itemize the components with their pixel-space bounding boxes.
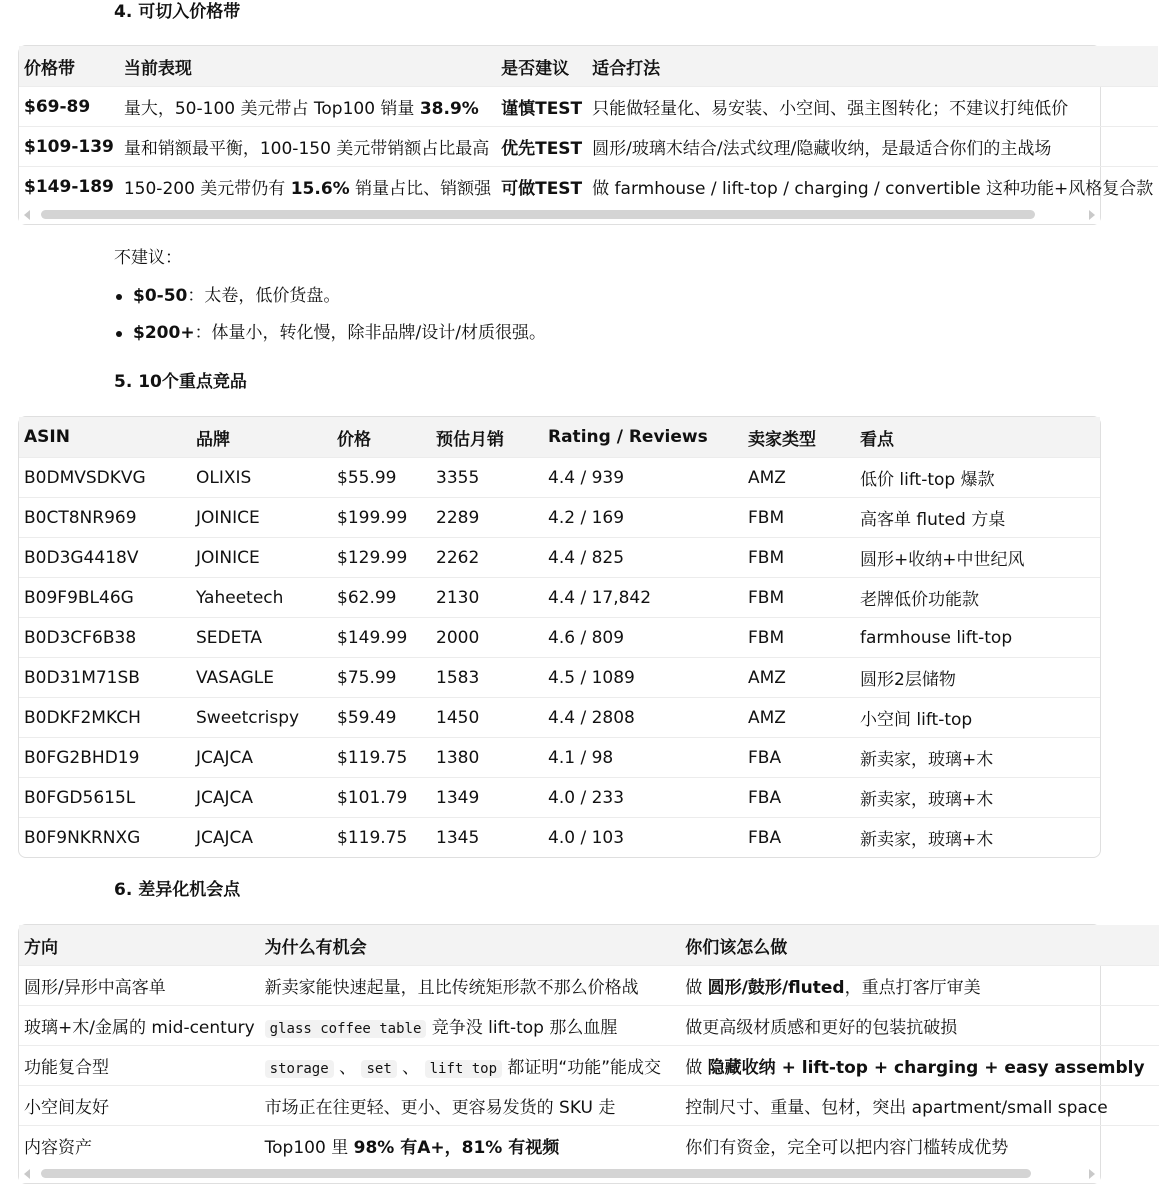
direction-cell: 圆形/异形中高客单 (19, 966, 260, 1006)
table-row (19, 87, 1158, 127)
reason-cell: storage 、 set 、 lift top 都证明“功能”能成交 (260, 1046, 681, 1086)
column-header: 品牌 (191, 417, 332, 458)
seller-type-cell: FBM (743, 498, 855, 538)
seller-type-cell: AMZ (743, 698, 855, 738)
column-header: 为什么有机会 (260, 925, 681, 966)
highlight-cell: farmhouse lift-top (855, 618, 1100, 658)
seller-type-cell: AMZ (743, 658, 855, 698)
column-header: 卖家类型 (743, 417, 855, 458)
price-cell: $119.75 (332, 738, 431, 778)
column-header: 你们该怎么做 (680, 925, 1159, 966)
highlight-cell: 新卖家，玻璃+木 (855, 818, 1100, 858)
brand-cell: JCAJCA (191, 778, 332, 818)
reason-cell: 新卖家能快速起量，且比传统矩形款不那么价格战 (260, 966, 681, 1006)
scroll-right-arrow-icon[interactable] (1089, 1169, 1095, 1179)
column-header: 价格带 (19, 46, 119, 87)
not-recommended-label: 不建议： (114, 248, 182, 268)
highlight-cell: 低价 lift-top 爆款 (855, 458, 1100, 498)
column-header: 是否建议 (496, 46, 587, 87)
inline-code: glass coffee table (265, 1020, 427, 1038)
column-header: 价格 (332, 417, 431, 458)
monthly-sales-cell: 3355 (431, 458, 543, 498)
advice-cell: 优先TEST (496, 127, 587, 167)
table-row (19, 966, 1159, 1006)
asin-cell: B0D3CF6B38 (19, 618, 191, 658)
table-row (19, 818, 1100, 858)
price-cell: $59.49 (332, 698, 431, 738)
price-band-cell: $109-139 (19, 127, 119, 167)
advice-cell: 谨慎TEST (496, 87, 587, 127)
highlight-cell: 新卖家，玻璃+木 (855, 778, 1100, 818)
monthly-sales-cell: 1380 (431, 738, 543, 778)
rating-reviews-cell: 4.4 / 939 (543, 458, 743, 498)
monthly-sales-cell: 1450 (431, 698, 543, 738)
brand-cell: JOINICE (191, 538, 332, 578)
rating-reviews-cell: 4.1 / 98 (543, 738, 743, 778)
seller-type-cell: FBM (743, 618, 855, 658)
scrollbar-thumb[interactable] (41, 1169, 1031, 1178)
price-cell: $199.99 (332, 498, 431, 538)
table-row (19, 658, 1100, 698)
monthly-sales-cell: 1583 (431, 658, 543, 698)
table-row (19, 1006, 1159, 1046)
rating-reviews-cell: 4.0 / 233 (543, 778, 743, 818)
action-cell: 做 隐藏收纳 + lift-top + charging + easy assembly (680, 1046, 1159, 1086)
scroll-left-arrow-icon[interactable] (24, 210, 30, 220)
inline-code: set (361, 1060, 396, 1078)
table-row (19, 167, 1158, 207)
price-cell: $129.99 (332, 538, 431, 578)
table-row (19, 127, 1158, 167)
column-header: 看点 (855, 417, 1100, 458)
competitor-table (19, 417, 1100, 857)
table-row (19, 578, 1100, 618)
performance-cell: 量和销额最平衡，100-150 美元带销额占比最高 (119, 127, 496, 167)
table-row (19, 738, 1100, 778)
table-header-row (19, 925, 1159, 966)
table-header-row (19, 46, 1158, 87)
direction-cell: 小空间友好 (19, 1086, 260, 1126)
play-cell: 圆形/玻璃木结合/法式纹理/隐藏收纳，是最适合你们的主战场 (587, 127, 1158, 167)
table-row (19, 778, 1100, 818)
horizontal-scrollbar[interactable] (19, 206, 1100, 224)
price-cell: $101.79 (332, 778, 431, 818)
play-cell: 做 farmhouse / lift-top / charging / convertible 这种功能+风格复合款 (587, 167, 1158, 207)
monthly-sales-cell: 1345 (431, 818, 543, 858)
table-row (19, 698, 1100, 738)
asin-cell: B0D31M71SB (19, 658, 191, 698)
competitor-table-container (18, 416, 1101, 858)
table-row (19, 1046, 1159, 1086)
rating-reviews-cell: 4.2 / 169 (543, 498, 743, 538)
highlight-cell: 圆形+收纳+中世纪风 (855, 538, 1100, 578)
section-6-heading: 6. 差异化机会点 (114, 880, 241, 900)
table-header-row (19, 417, 1100, 458)
highlight-cell: 高客单 fluted 方桌 (855, 498, 1100, 538)
reason-cell: glass coffee table 竞争没 lift-top 那么血腥 (260, 1006, 681, 1046)
brand-cell: JCAJCA (191, 738, 332, 778)
rating-reviews-cell: 4.4 / 825 (543, 538, 743, 578)
table-row (19, 498, 1100, 538)
column-header: 预估月销 (431, 417, 543, 458)
seller-type-cell: FBM (743, 538, 855, 578)
bullet-icon (116, 331, 122, 337)
highlight-cell: 圆形2层储物 (855, 658, 1100, 698)
price-band-table (19, 46, 1158, 206)
rating-reviews-cell: 4.5 / 1089 (543, 658, 743, 698)
inline-code: lift top (425, 1060, 502, 1078)
inline-code: storage (265, 1060, 334, 1078)
brand-cell: SEDETA (191, 618, 332, 658)
performance-cell: 量大，50-100 美元带占 Top100 销量 38.9% (119, 87, 496, 127)
horizontal-scrollbar[interactable] (19, 1165, 1100, 1183)
monthly-sales-cell: 2262 (431, 538, 543, 578)
column-header: 适合打法 (587, 46, 1158, 87)
scroll-left-arrow-icon[interactable] (24, 1169, 30, 1179)
asin-cell: B09F9BL46G (19, 578, 191, 618)
brand-cell: VASAGLE (191, 658, 332, 698)
column-header: ASIN (19, 417, 191, 458)
rating-reviews-cell: 4.0 / 103 (543, 818, 743, 858)
rating-reviews-cell: 4.4 / 17,842 (543, 578, 743, 618)
action-cell: 你们有资金，完全可以把内容门槛转成优势 (680, 1126, 1159, 1166)
asin-cell: B0CT8NR969 (19, 498, 191, 538)
seller-type-cell: FBA (743, 818, 855, 858)
asin-cell: B0DKF2MKCH (19, 698, 191, 738)
brand-cell: JOINICE (191, 498, 332, 538)
direction-cell: 玻璃+木/金属的 mid-century (19, 1006, 260, 1046)
bullet-icon (116, 294, 122, 300)
scroll-right-arrow-icon[interactable] (1089, 210, 1095, 220)
not-recommended-list (114, 284, 546, 358)
rating-reviews-cell: 4.6 / 809 (543, 618, 743, 658)
seller-type-cell: FBA (743, 778, 855, 818)
asin-cell: B0F9NKRNXG (19, 818, 191, 858)
table-row (19, 538, 1100, 578)
asin-cell: B0DMVSDKVG (19, 458, 191, 498)
direction-cell: 内容资产 (19, 1126, 260, 1166)
table-row (19, 1126, 1159, 1166)
price-cell: $149.99 (332, 618, 431, 658)
seller-type-cell: AMZ (743, 458, 855, 498)
list-item: $200+：体量小，转化慢，除非品牌/设计/材质很强。 (114, 321, 546, 358)
advice-cell: 可做TEST (496, 167, 587, 207)
price-cell: $119.75 (332, 818, 431, 858)
price-band-table-container (18, 45, 1154, 225)
brand-cell: Yaheetech (191, 578, 332, 618)
price-cell: $75.99 (332, 658, 431, 698)
section-4-heading: 4. 可切入价格带 (114, 2, 241, 22)
asin-cell: B0FG2BHD19 (19, 738, 191, 778)
direction-cell: 功能复合型 (19, 1046, 260, 1086)
opportunity-table (19, 925, 1159, 1165)
list-item: $0-50：太卷，低价货盘。 (114, 284, 546, 321)
opportunity-table-container (18, 924, 1145, 1184)
play-cell: 只能做轻量化、易安装、小空间、强主图转化；不建议打纯低价 (587, 87, 1158, 127)
scrollbar-thumb[interactable] (41, 210, 1035, 219)
table-row (19, 1086, 1159, 1126)
action-cell: 做更高级材质感和更好的包装抗破损 (680, 1006, 1159, 1046)
monthly-sales-cell: 2289 (431, 498, 543, 538)
price-band-cell: $69-89 (19, 87, 119, 127)
table-row (19, 618, 1100, 658)
monthly-sales-cell: 2130 (431, 578, 543, 618)
column-header: 当前表现 (119, 46, 496, 87)
column-header: 方向 (19, 925, 260, 966)
monthly-sales-cell: 2000 (431, 618, 543, 658)
action-cell: 控制尺寸、重量、包材，突出 apartment/small space (680, 1086, 1159, 1126)
highlight-cell: 老牌低价功能款 (855, 578, 1100, 618)
price-cell: $55.99 (332, 458, 431, 498)
column-header: Rating / Reviews (543, 417, 743, 458)
brand-cell: OLIXIS (191, 458, 332, 498)
highlight-cell: 新卖家，玻璃+木 (855, 738, 1100, 778)
price-band-cell: $149-189 (19, 167, 119, 207)
performance-cell: 150-200 美元带仍有 15.6% 销量占比、销额强 (119, 167, 496, 207)
section-5-heading: 5. 10个重点竞品 (114, 372, 247, 392)
brand-cell: Sweetcrispy (191, 698, 332, 738)
asin-cell: B0FGD5615L (19, 778, 191, 818)
rating-reviews-cell: 4.4 / 2808 (543, 698, 743, 738)
asin-cell: B0D3G4418V (19, 538, 191, 578)
action-cell: 做 圆形/鼓形/fluted，重点打客厅审美 (680, 966, 1159, 1006)
seller-type-cell: FBM (743, 578, 855, 618)
reason-cell: Top100 里 98% 有A+，81% 有视频 (260, 1126, 681, 1166)
highlight-cell: 小空间 lift-top (855, 698, 1100, 738)
reason-cell: 市场正在往更轻、更小、更容易发货的 SKU 走 (260, 1086, 681, 1126)
monthly-sales-cell: 1349 (431, 778, 543, 818)
price-cell: $62.99 (332, 578, 431, 618)
seller-type-cell: FBA (743, 738, 855, 778)
table-row (19, 458, 1100, 498)
brand-cell: JCAJCA (191, 818, 332, 858)
